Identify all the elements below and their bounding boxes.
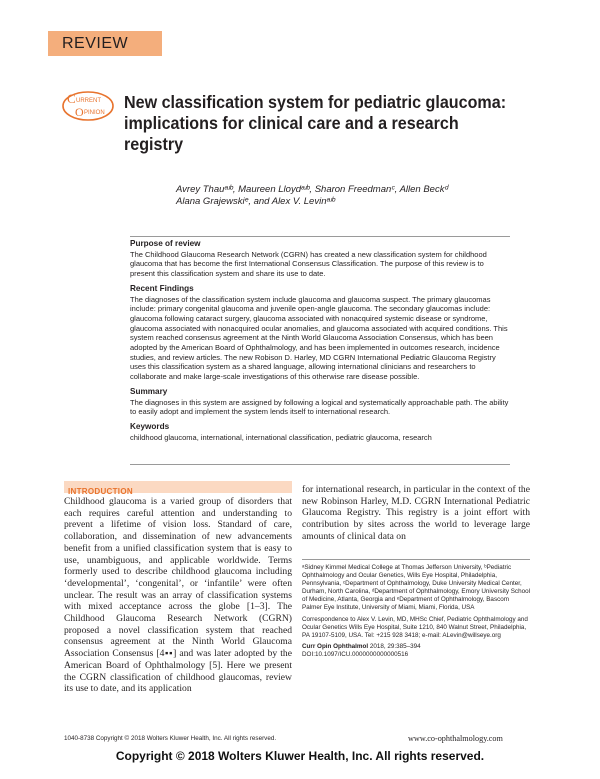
purpose-text: The Childhood Glaucoma Research Network (CGRN) has created a new classification system for childhood glaucoma that has become the first International Consensus Classification. The purpose of this review is to present this classification system and share its use to date. — [130, 249, 487, 279]
introduction-left-column — [64, 496, 292, 695]
keywords-heading: Keywords — [130, 421, 170, 431]
journal-citation: 2018, 29:385–394 — [368, 642, 421, 650]
author-line-2: Alana Grajewskiᵉ, and Alex V. Levinᵃʴᵇ — [176, 196, 335, 207]
author-line-1: Avrey Thauᵃʴᵇ, Maureen Lloydᵃʴᵇ, Sharon Freedmanᶜ, Allen Beckᵈ — [176, 184, 449, 195]
journal-name: Curr Opin Ophthalmol — [302, 642, 369, 650]
article-title: New classification system for pediatric glaucoma: implications for clinical care and a research registry — [124, 92, 507, 154]
findings-text: The diagnoses of the classification system include glaucoma and glaucoma suspect. The primary glaucomas include: primary congenital glaucoma and juvenile open-angle glaucoma. The secondary glaucomas include: glaucoma following cataract surgery, glaucoma associated with nonacquired systemic disease or syndrome, glaucoma associated with nonacquired ocular anomalies, and glaucoma associated with acquired conditions. This system reached consensus agreement at the Ninth World Glaucoma Association Consensus, which has been adopted by the American Board of Ophthalmology, and has been implemented in outcomes research, incidence studies, and review articles. The new Robison D. Harley, MD CGRN International Pediatric Glaucoma Registry uses this classification system as a shared language, allowing international clinicians and researchers to collaborate and make large-scale investigations of this otherwise rare disease possible. — [130, 294, 508, 382]
logo-letter-c: C — [67, 91, 76, 106]
introduction-right-text: for international research, in particular in the context of the new Robinson Harley, M.D. CGRN International Pediatric Glaucoma Registry. This registry is a joint effort with contribution by sites across the world to leverage large amounts of clinical data on — [302, 484, 530, 542]
notes-rule — [302, 559, 530, 560]
citation-line — [302, 643, 530, 651]
section-tag: REVIEW — [48, 31, 162, 56]
article-notes — [302, 564, 530, 662]
summary-text: The diagnoses in this system are assigned by following a logical and systematically approachable path. The ability to easily adopt and implement the system lends itself to international research. — [130, 397, 509, 417]
introduction-right-column — [302, 484, 530, 543]
introduction-left-text: Childhood glaucoma is a varied group of disorders that each requires careful attention and understanding to prevent a lifetime of vision loss. Standard of care, collaboration, and dissemination of new advancements benefit from a unified classification system that is easy to use, unambiguous, and applicable worldwide. Terms formerly used to describe childhood glaucoma including ‘developmental’, ‘congenital’, or ‘infantile’ were often unclear. The result was an array of classification systems with mixed acceptance across the globe [1–3]. The Childhood Glaucoma Research Network (CGRN) proposed a novel classification system that reached consensus agreement at the Ninth World Glaucoma Association Consensus [4▪▪] and was later adopted by the American Board of Ophthalmology [5]. Here we present the CGRN classification of childhood glaucomas, review its use to date, and its application — [64, 496, 292, 695]
author-list — [176, 184, 506, 208]
keywords-text: childhood glaucoma, international, international classification, pediatric glaucoma, research — [130, 432, 432, 442]
logo-line-2: PINION — [84, 110, 105, 116]
doi: DOI:10.1097/ICU.0000000000000516 — [302, 650, 409, 658]
logo-line-1: URRENT — [76, 98, 101, 104]
affiliations: ᵃSidney Kimmel Medical College at Thomas Jefferson University, ᵇPediatric Ophthalmology and Ocular Genetics, Wills Eye Hospital, Philadelphia, Pennsylvania, ᶜDepartment of Ophthalmology, Duke University Medical Center, Durham, North Carolina, ᵈDepartment of Ophthalmology, Emory University School of Medicine, Atlanta, Georgia and ᵉDepartment of Ophthalmology, Bascom Palmer Eye Institute, University of Miami, Miami, Florida, USA — [302, 564, 530, 612]
purpose-heading: Purpose of review — [130, 239, 201, 248]
abstract-bottom-rule — [130, 464, 510, 465]
findings-heading: Recent Findings — [130, 283, 194, 293]
abstract-top-rule — [130, 236, 510, 237]
introduction-heading: INTRODUCTION — [68, 487, 133, 496]
correspondence: Correspondence to Alex V. Levin, MD, MHSc Chief, Pediatric Ophthalmology and Ocular Genetics Wills Eye Hospital, Suite 1210, 840 Walnut Street, Philadelphia, PA 19107-5109, USA. Tel: +215 928 3418; e-mail: ALevin@willseye.org — [302, 615, 528, 639]
journal-logo — [60, 89, 116, 123]
footer-issn: 1040-8738 Copyright © 2018 Wolters Kluwer Health, Inc. All rights reserved. — [64, 735, 277, 742]
summary-heading: Summary — [130, 386, 168, 396]
abstract — [130, 239, 510, 447]
footer-website: www.co-ophthalmology.com — [408, 734, 503, 743]
copyright-notice: Copyright © 2018 Wolters Kluwer Health, Inc. All rights reserved. — [115, 749, 485, 763]
introduction-heading-bar — [64, 481, 292, 496]
logo-letter-o: O — [75, 105, 84, 119]
